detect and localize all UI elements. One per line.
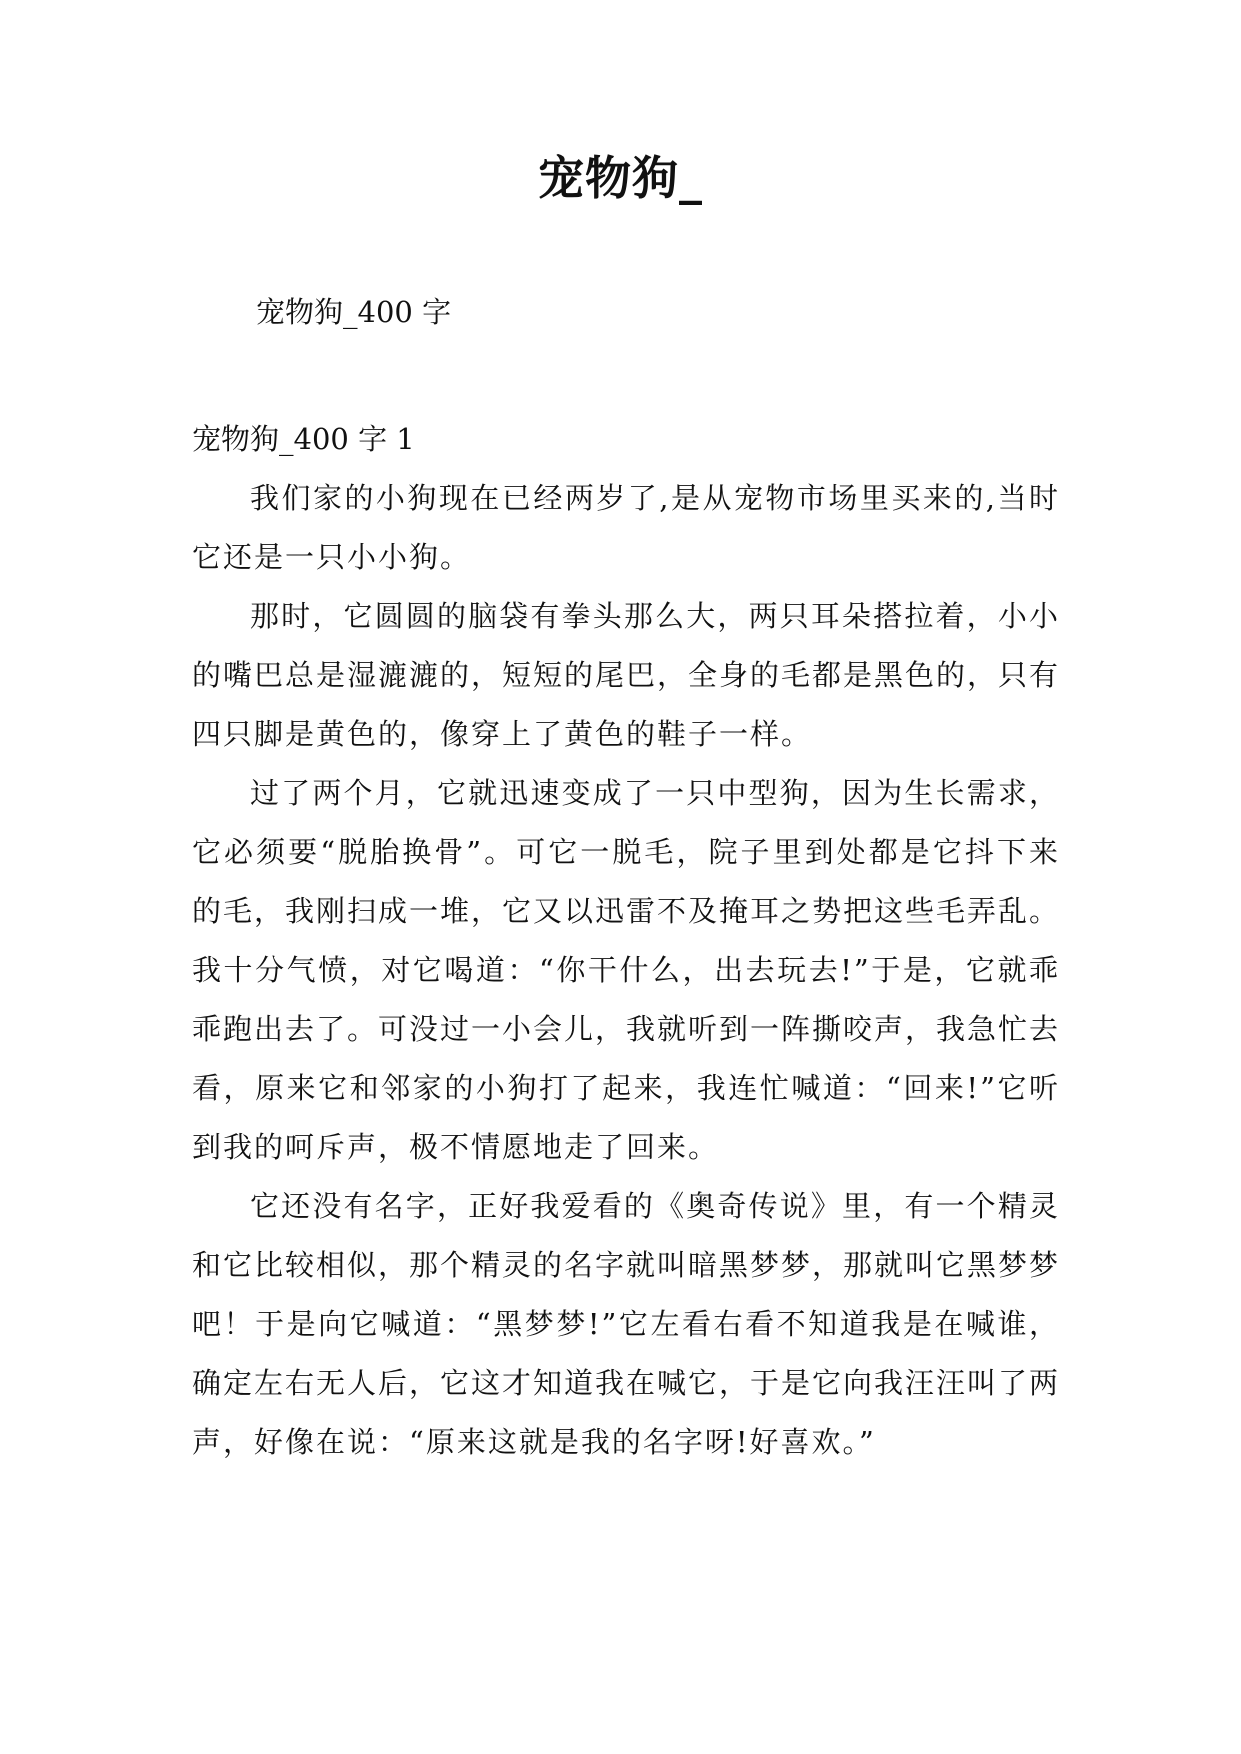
document-body (192, 410, 1060, 1472)
document-subtitle: 宠物狗_400 字 (256, 295, 452, 329)
document-title: 宠物狗_ (538, 151, 703, 205)
paragraph: 我们家的小狗现在已经两岁了,是从宠物市场里买来的,当时它还是一只小小狗。 (192, 481, 1060, 574)
paragraph: 过了两个月，它就迅速变成了一只中型狗，因为生长需求，它必须要“脱胎换骨”。可它一脱毛，院子里到处都是它抖下来的毛，我刚扫成一堆，它又以迅雷不及掩耳之势把这些毛弄乱。我十分气愤，对它喝道：“你干什么，出去玩去!”于是，它就乖乖跑出去了。可没过一小会儿，我就听到一阵撕咬声，我急忙去看，原来它和邻家的小狗打了起来，我连忙喊道：“回来!”它听到我的呵斥声，极不情愿地走了回来。 (192, 776, 1061, 1164)
paragraph: 它还没有名字，正好我爱看的《奥奇传说》里，有一个精灵和它比较相似，那个精灵的名字就叫暗黑梦梦，那就叫它黑梦梦吧！于是向它喊道：“黑梦梦!”它左看右看不知道我是在喊谁，确定左右无人后，它这才知道我在喊它，于是它向我汪汪叫了两声，好像在说：“原来这就是我的名字呀!好喜欢。” (192, 1189, 1061, 1459)
section-heading: 宠物狗_400 字 1 (192, 422, 415, 456)
paragraph: 那时，它圆圆的脑袋有拳头那么大，两只耳朵搭拉着，小小的嘴巴总是湿漉漉的，短短的尾巴，全身的毛都是黑色的，只有四只脚是黄色的，像穿上了黄色的鞋子一样。 (192, 599, 1061, 751)
